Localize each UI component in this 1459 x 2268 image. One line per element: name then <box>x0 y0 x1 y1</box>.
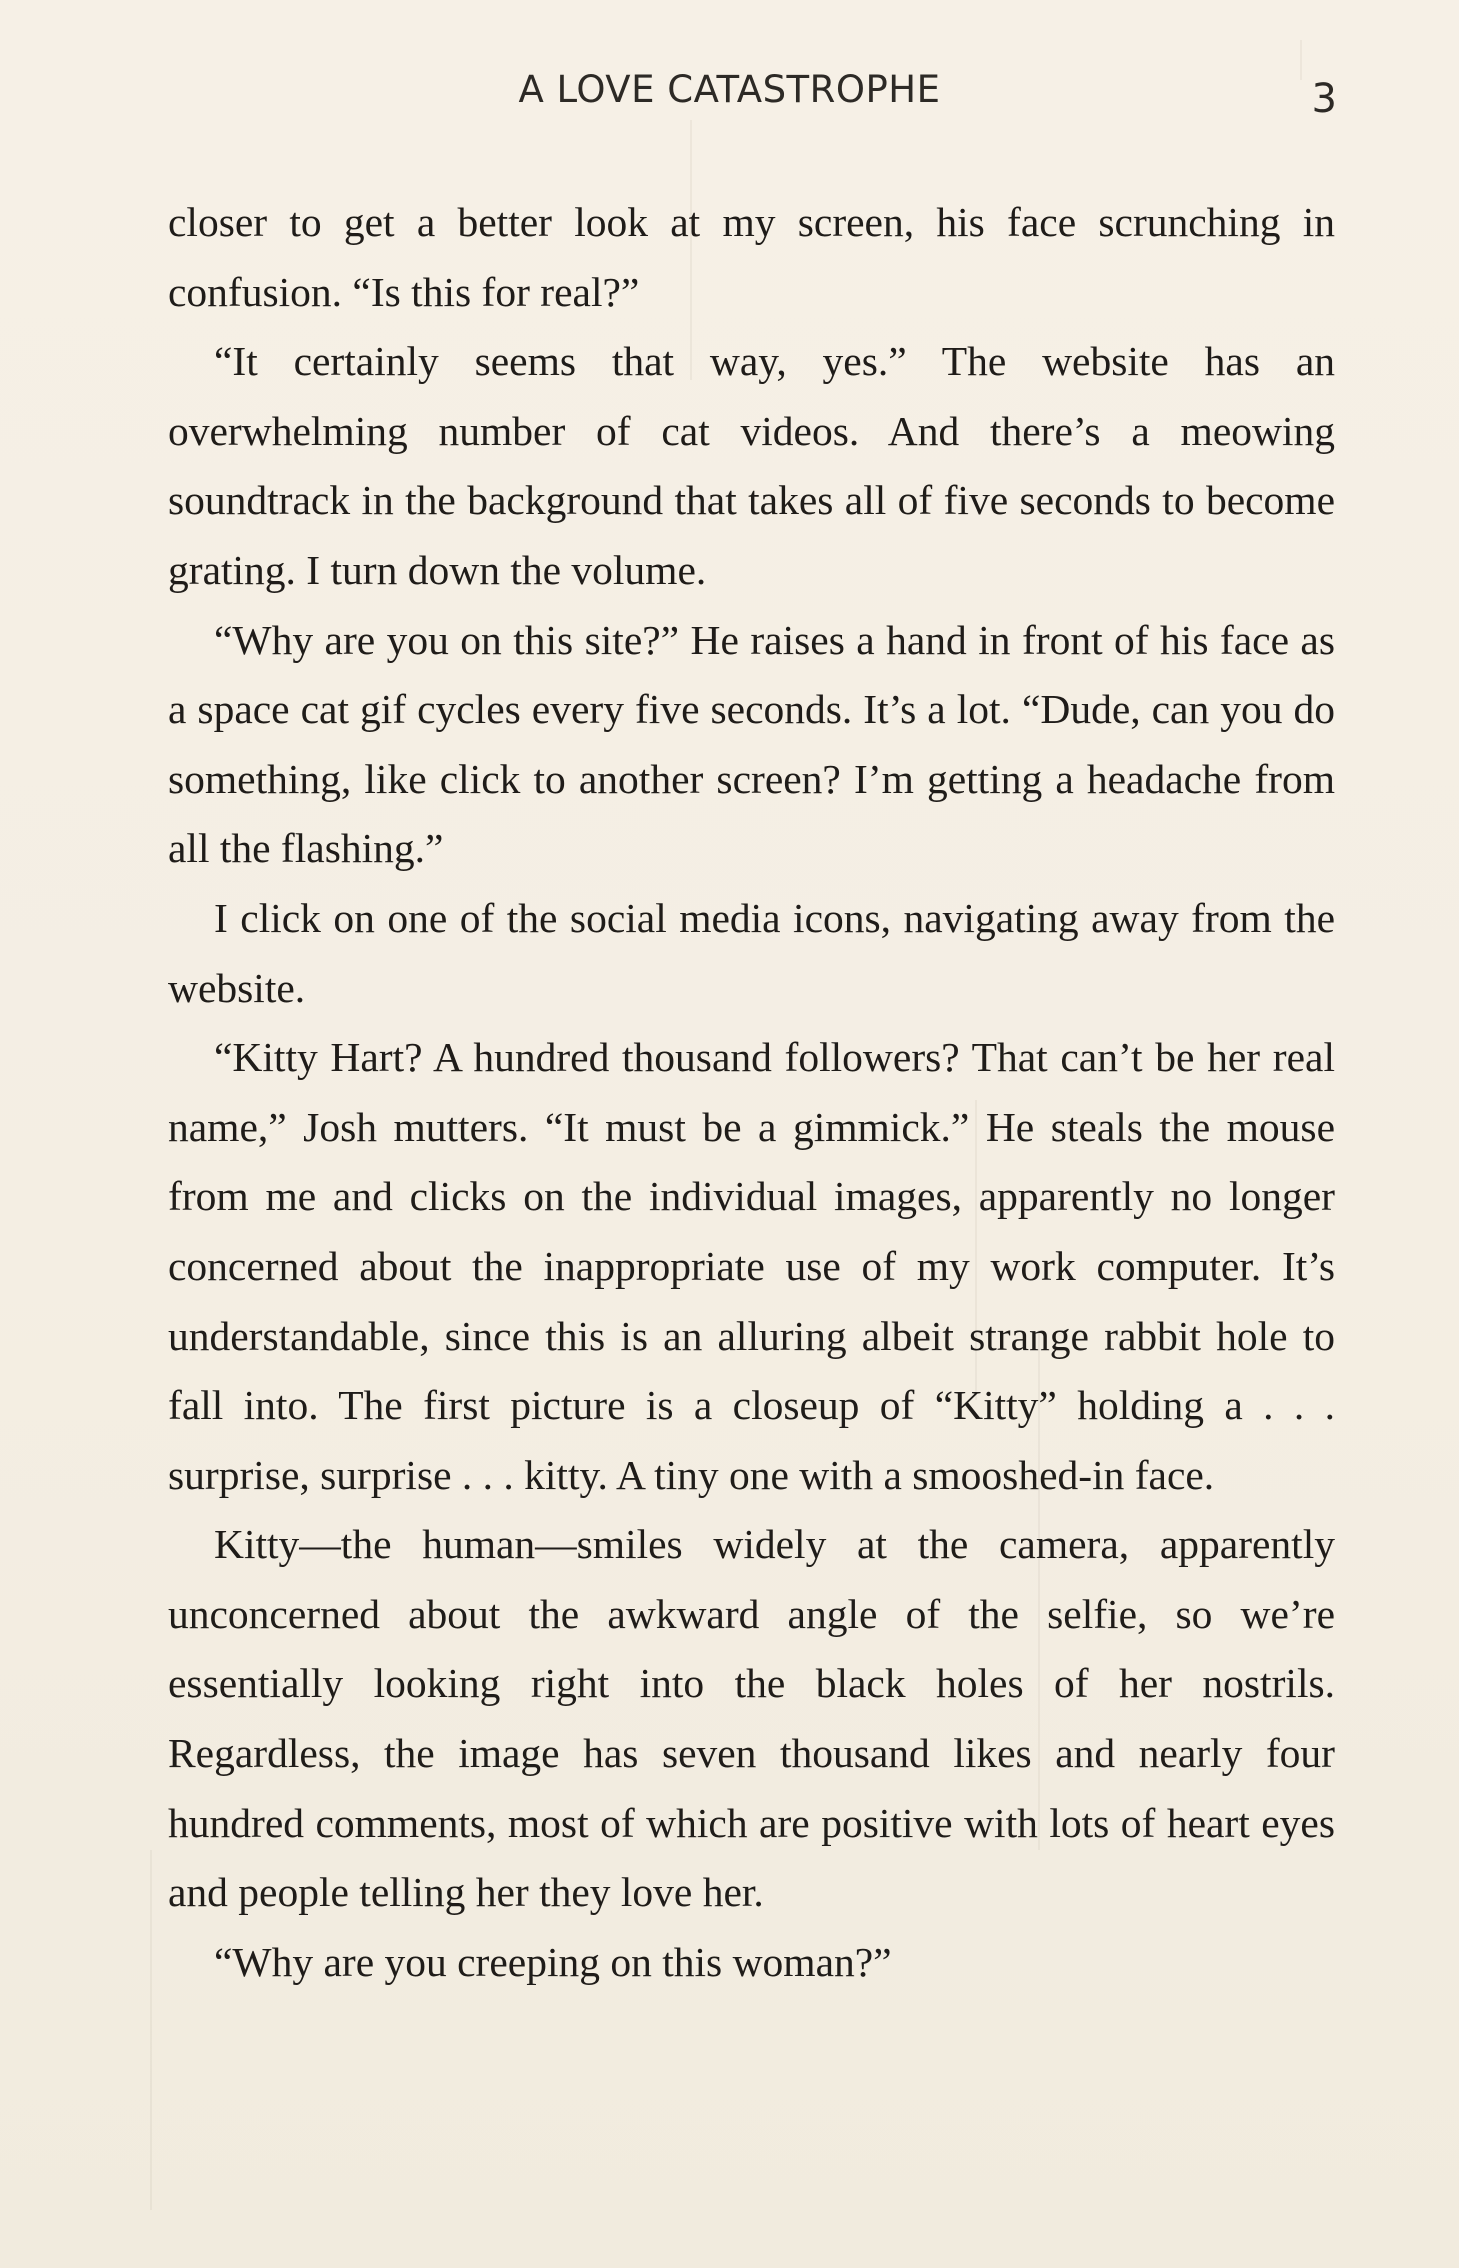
running-title: A LOVE CATASTROPHE <box>518 68 941 111</box>
paragraph-1: closer to get a better look at my screen, his face scrunching in confusion. “Is this for real?” <box>168 199 1335 315</box>
running-head <box>0 68 1459 128</box>
paragraph-6: Kitty—the human—smiles widely at the camera, apparently unconcerned about the awkward angle of the selfie, so we’re essentially looking right into the black holes of her nostrils. Regardless, the image has seven thousand likes and nearly four hundred comments, most of which are positive with lots of heart eyes and people telling her they love her. <box>168 1521 1335 1916</box>
paragraph-5: “Kitty Hart? A hundred thousand followers? That can’t be her real name,” Josh mutters. “It must be a gimmick.” He steals the mouse from me and clicks on the individual images, apparently no longer concerned about the inappropriate use of my work computer. It’s understandable, since this is an alluring albeit strange rabbit hole to fall into. The first picture is a closeup of “Kitty” holding a . . . surprise, surprise . . . kitty. A tiny one with a smooshed-in face. <box>168 1034 1335 1498</box>
body-text <box>168 188 1335 1997</box>
paragraph-3: “Why are you on this site?” He raises a hand in front of his face as a space cat gif cycles every five seconds. It’s a lot. “Dude, can you do something, like click to another screen? I’m getting a headache from all the flashing.” <box>168 616 1335 872</box>
paragraph-7: “Why are you creeping on this woman?” <box>214 1938 892 1985</box>
paragraph-4: I click on one of the social media icons, navigating away from the website. <box>168 894 1335 1011</box>
page-number: 3 <box>1311 76 1337 122</box>
paragraph-2: “It certainly seems that way, yes.” The website has an overwhelming number of cat videos. And there’s a meowing soundtrack in the background that takes all of five seconds to become grating. I turn down the volume. <box>168 338 1335 593</box>
